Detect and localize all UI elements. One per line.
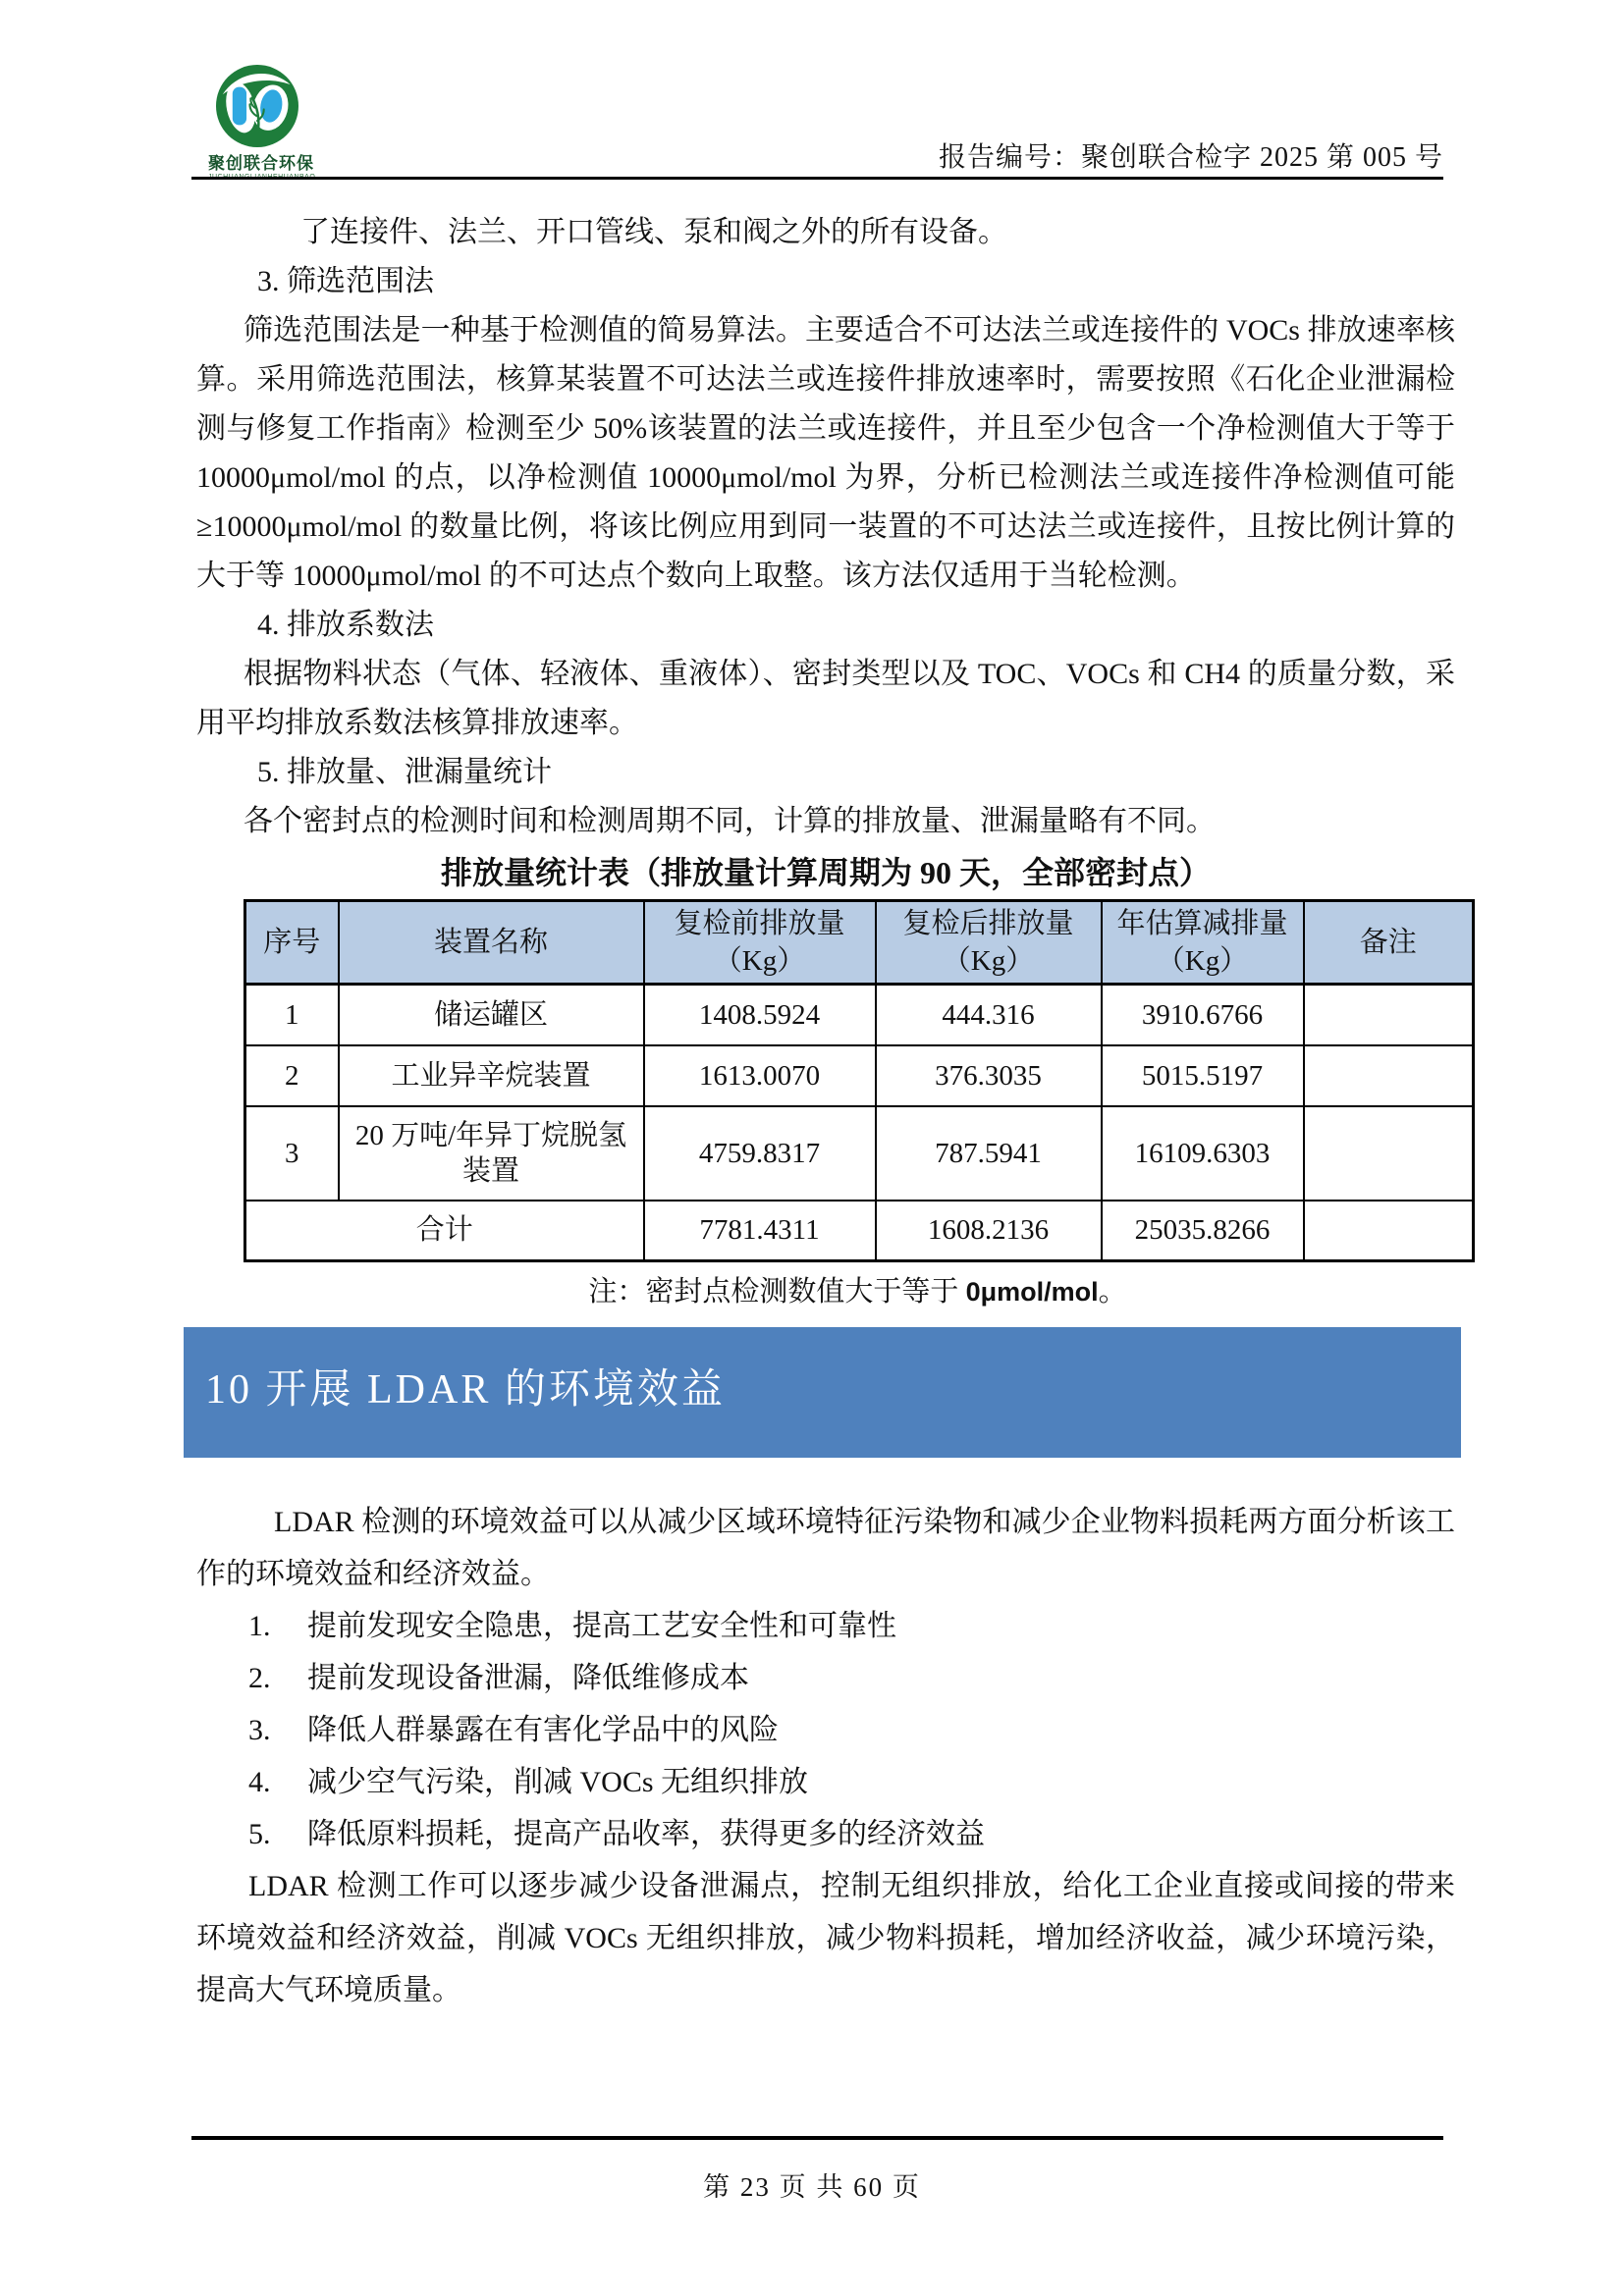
cell-before: 1613.0070 bbox=[644, 1045, 876, 1106]
cell-device: 储运罐区 bbox=[339, 985, 644, 1045]
cell-device: 20 万吨/年异丁烷脱氢装置 bbox=[339, 1106, 644, 1201]
col-header-before: 复检前排放量 （Kg） bbox=[644, 901, 876, 985]
cell-total-reduction: 25035.8266 bbox=[1102, 1201, 1304, 1261]
col-header-after: 复检后排放量 （Kg） bbox=[876, 901, 1102, 985]
cell-after: 444.316 bbox=[876, 985, 1102, 1045]
cell-device: 工业异辛烷装置 bbox=[339, 1045, 644, 1106]
cell-total-after: 1608.2136 bbox=[876, 1201, 1102, 1261]
list-item: 3. 降低人群暴露在有害化学品中的风险 bbox=[248, 1714, 779, 1746]
method-heading-3: 3. 筛选范围法 bbox=[257, 265, 434, 297]
cell-reduction: 5015.5197 bbox=[1102, 1045, 1304, 1106]
page-number: 第 23 页 共 60 页 bbox=[703, 2172, 921, 2202]
cell-before: 1408.5924 bbox=[644, 985, 876, 1045]
cell-before: 4759.8317 bbox=[644, 1106, 876, 1201]
list-item: 1. 提前发现安全隐患，提高工艺安全性和可靠性 bbox=[248, 1610, 896, 1642]
body-top bbox=[196, 208, 1455, 1315]
cell-remark bbox=[1304, 1045, 1474, 1106]
cell-index: 1 bbox=[245, 985, 339, 1045]
col-header-reduction: 年估算减排量 （Kg） bbox=[1102, 901, 1304, 985]
paragraph-ldar-benefits: LDAR 检测的环境效益可以从减少区域环境特征污染物和减少企业物料损耗两方面分析该工作的环境效益和经济效益。 bbox=[196, 1506, 1455, 1590]
emission-statistics-table bbox=[244, 899, 1475, 1262]
cell-total-remark bbox=[1304, 1201, 1474, 1261]
cell-index: 3 bbox=[245, 1106, 339, 1201]
report-number: 报告编号：聚创联合检字 2025 第 005 号 bbox=[938, 142, 1443, 173]
cell-after: 376.3035 bbox=[876, 1045, 1102, 1106]
col-header-device: 装置名称 bbox=[339, 901, 644, 985]
cell-reduction: 3910.6766 bbox=[1102, 985, 1304, 1045]
col-header-remark: 备注 bbox=[1304, 901, 1474, 985]
cell-remark bbox=[1304, 1106, 1474, 1201]
section-heading-bar bbox=[184, 1327, 1461, 1458]
list-item: 2. 提前发现设备泄漏，降低维修成本 bbox=[248, 1662, 749, 1694]
table-row bbox=[245, 1106, 1474, 1201]
cell-after: 787.5941 bbox=[876, 1106, 1102, 1201]
cell-index: 2 bbox=[245, 1045, 339, 1106]
paragraph-screening-method: 筛选范围法是一种基于检测值的简易算法。主要适合不可达法兰或连接件的 VOCs 排放速率核算。采用筛选范围法，核算某装置不可达法兰或连接件排放速率时，需要按照《石化企业泄漏检测与修复工作指南》检测至少 50%该装置的法兰或连接件，并且至少包含一个净检测值大于等于 10000μmol/mol 的点，以净检测值 10000μmol/mol 为界，分析已检测法兰或连接件净检测值可能≥10000μmol/mol 的数量比例，将该比例应用到同一装置的不可达法兰或连接件，且按比例计算的大于等 10000μmol/mol 的不可达点个数向上取整。该方法仅适用于当轮检测。 bbox=[196, 314, 1455, 592]
cell-remark bbox=[1304, 985, 1474, 1045]
method-heading-5: 5. 排放量、泄漏量统计 bbox=[257, 756, 552, 788]
table-title: 排放量统计表（排放量计算周期为 90 天，全部密封点） bbox=[440, 855, 1211, 890]
paragraph-continuation: 了连接件、法兰、开口管线、泵和阀之外的所有设备。 bbox=[300, 216, 1007, 248]
company-logo bbox=[208, 65, 314, 181]
body-bottom bbox=[196, 1496, 1455, 2016]
method-heading-4: 4. 排放系数法 bbox=[257, 609, 434, 641]
cell-total-before: 7781.4311 bbox=[644, 1201, 876, 1261]
table-row bbox=[245, 985, 1474, 1045]
cell-reduction: 16109.6303 bbox=[1102, 1106, 1304, 1201]
footer-divider bbox=[191, 2136, 1443, 2140]
table-note-threshold: 0μmol/mol bbox=[965, 1277, 1099, 1307]
paragraph-emission-factor: 根据物料状态（气体、轻液体、重液体）、密封类型以及 TOC、VOCs 和 CH4 的质量分数，采用平均排放系数法核算排放速率。 bbox=[196, 658, 1455, 739]
table-header-row bbox=[245, 901, 1474, 985]
list-item: 4. 减少空气污染，削减 VOCs 无组织排放 bbox=[248, 1766, 809, 1798]
header-divider bbox=[191, 177, 1443, 180]
table-row bbox=[245, 1045, 1474, 1106]
paragraph-ldar-conclusion: LDAR 检测工作可以逐步减少设备泄漏点，控制无组织排放，给化工企业直接或间接的带来环境效益和经济效益，削减 VOCs 无组织排放，减少物料损耗，增加经济收益，减少环境污染，提高大气环境质量。 bbox=[196, 1870, 1455, 2006]
table-note: 注：密封点检测数值大于等于 0μmol/mol。 bbox=[588, 1276, 1127, 1308]
section-heading-title: 10 开展 LDAR 的环境效益 bbox=[205, 1366, 726, 1413]
table-total-row bbox=[245, 1201, 1474, 1261]
col-header-index: 序号 bbox=[245, 901, 339, 985]
cell-total-label: 合计 bbox=[245, 1201, 644, 1261]
paragraph-statistics: 各个密封点的检测时间和检测周期不同，计算的排放量、泄漏量略有不同。 bbox=[244, 805, 1216, 837]
logo-icon bbox=[216, 65, 298, 147]
logo-company-name: 聚创联合环保 bbox=[208, 154, 314, 173]
list-item: 5. 降低原料损耗，提高产品收率，获得更多的经济效益 bbox=[248, 1818, 985, 1850]
